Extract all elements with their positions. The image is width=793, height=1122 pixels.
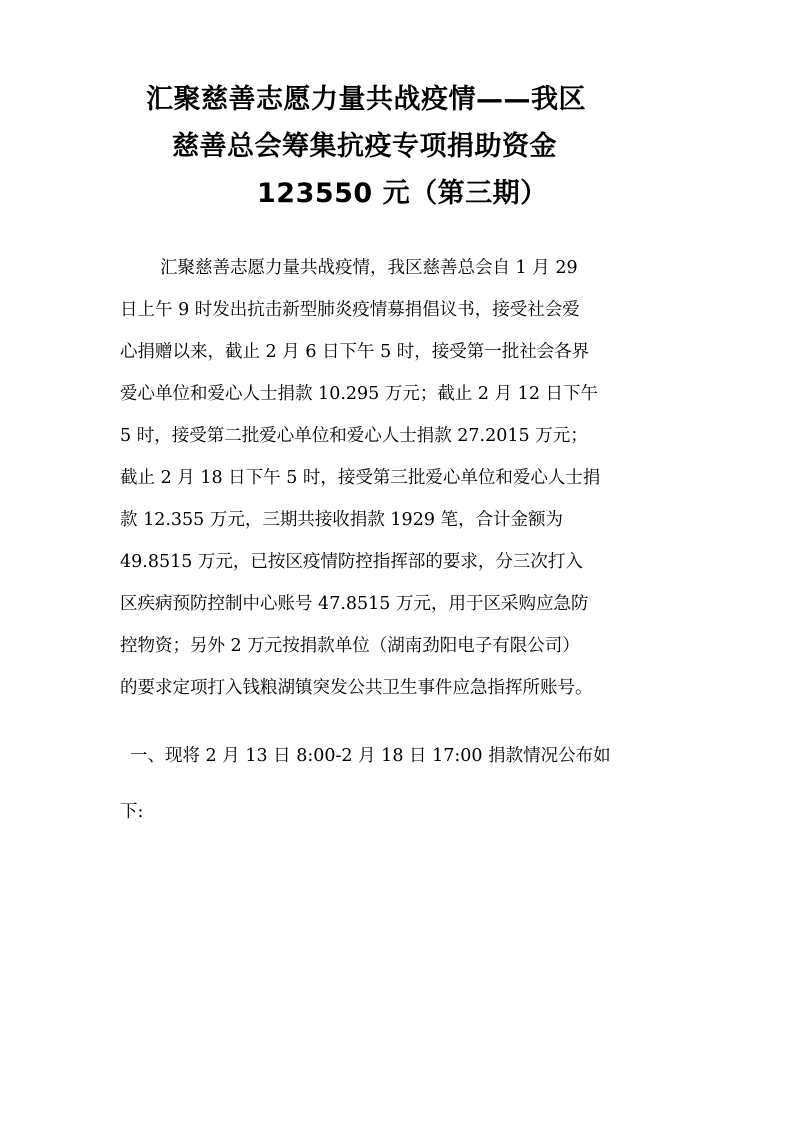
- body-line-4: 爱心单位和爱心人士捐款 10.295 万元；截止 2 月 12 日下午: [120, 384, 599, 404]
- title-line-1: 汇聚慈善志愿力量共战疫情——我区: [146, 84, 586, 115]
- title-line-2: 慈善总会筹集抗疫专项捐助资金: [172, 131, 557, 162]
- body-line-8: 49.8515 万元，已按区疫情防控指挥部的要求，分三次打入: [120, 552, 583, 572]
- body-line-9: 区疾病预防控制中心账号 47.8515 万元，用于区采购应急防: [120, 594, 589, 614]
- title-line-3: 123550 元（第三期）: [257, 178, 548, 209]
- body-line-10: 控物资；另外 2 万元按捐款单位（湖南劲阳电子有限公司）: [120, 636, 580, 656]
- body-line-1: 汇聚慈善志愿力量共战疫情，我区慈善总会自 1 月 29: [160, 258, 578, 278]
- section-heading-line-2: 下:: [120, 802, 144, 822]
- body-line-2: 日上午 9 时发出抗击新型肺炎疫情募捐倡议书，接受社会爱: [120, 300, 580, 320]
- section-heading-line-1: 一、现将 2 月 13 日 8:00-2 月 18 日 17:00 捐款情况公布如: [130, 746, 611, 766]
- body-line-7: 款 12.355 万元，三期共接收捐款 1929 笔，合计金额为: [120, 510, 564, 530]
- body-line-11: 的要求定项打入钱粮湖镇突发公共卫生事件应急指挥所账号。: [120, 678, 593, 698]
- body-line-3: 心捐赠以来，截止 2 月 6 日下午 5 时，接受第一批社会各界: [120, 342, 590, 362]
- body-line-6: 截止 2 月 18 日下午 5 时，接受第三批爱心单位和爱心人士捐: [120, 468, 601, 488]
- body-line-5: 5 时，接受第二批爱心单位和爱心人士捐款 27.2015 万元；: [120, 426, 588, 446]
